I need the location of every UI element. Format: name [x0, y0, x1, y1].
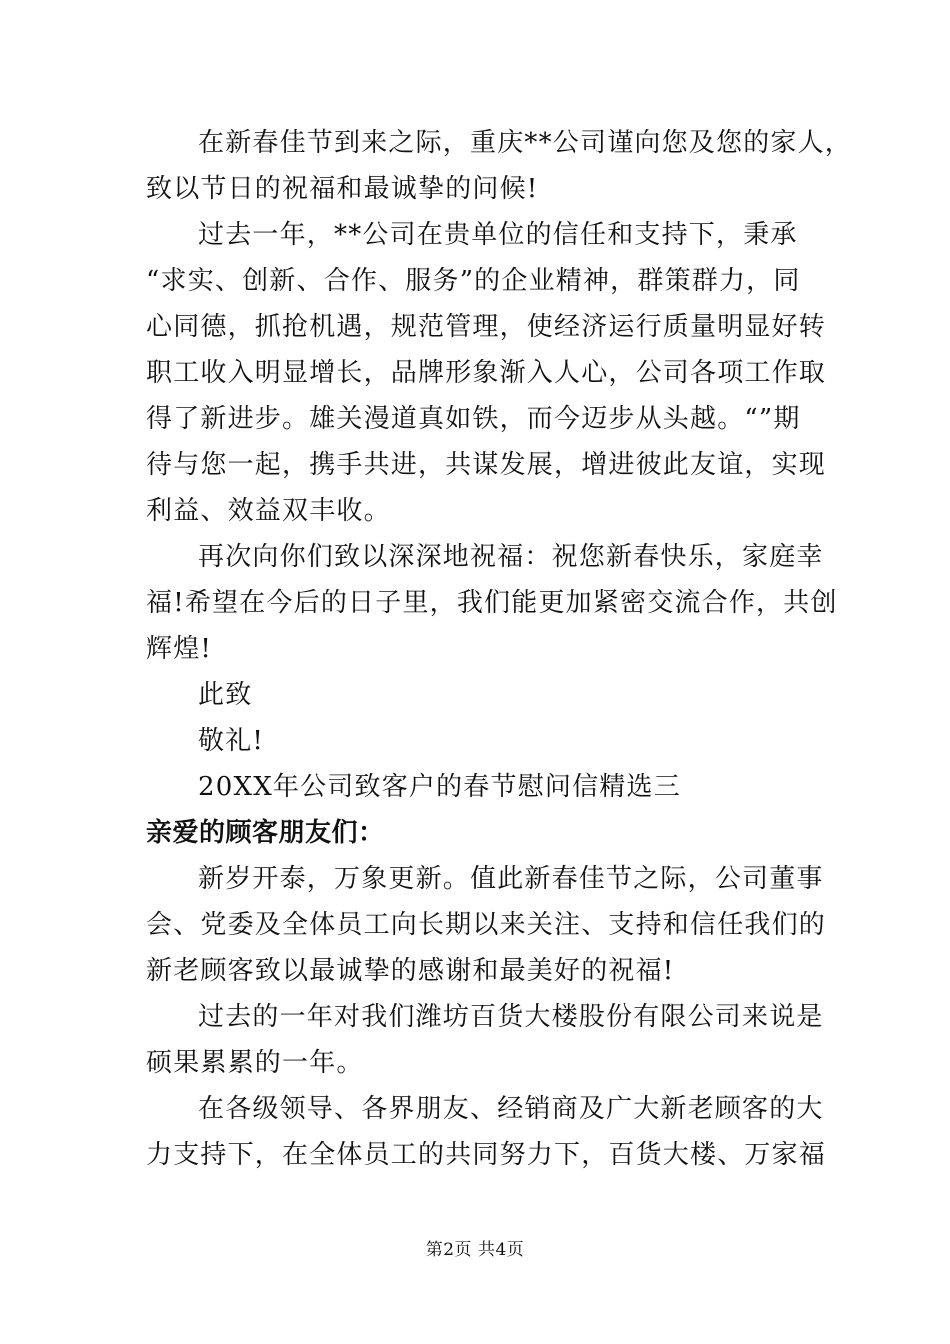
paragraph-line: 在新春佳节到来之际，重庆**公司谨向您及您的家人， — [198, 128, 853, 158]
paragraph-line: 再次向你们致以深深地祝福：祝您新春快乐，家庭幸 — [198, 542, 824, 572]
paragraph-line: 硕果累累的一年。 — [146, 1048, 364, 1078]
salutation: 亲爱的顾客朋友们： — [146, 818, 385, 848]
paragraph-line: 职工收入明显增长，品牌形象渐入人心，公司各项工作取 — [146, 358, 827, 388]
paragraph-line: 力支持下，在全体员工的共同努力下，百货大楼、万家福 — [146, 1140, 827, 1170]
paragraph-line: “求实、创新、合作、服务”的企业精神，群策群力，同 — [146, 266, 801, 296]
paragraph-line: 过去一年，**公司在贵单位的信任和支持下，秉承 — [198, 220, 798, 250]
closing-line: 敬礼! — [198, 726, 265, 756]
page-number-footer: 第2页 共4页 — [425, 1240, 525, 1260]
paragraph-line: 新岁开泰，万象更新。值此新春佳节之际，公司董事 — [198, 864, 824, 894]
paragraph-line: 致以节日的祝福和最诚挚的问候! — [146, 174, 539, 204]
closing-line: 此致 — [198, 680, 253, 710]
paragraph-line: 在各级领导、各界朋友、经销商及广大新老顾客的大 — [198, 1094, 824, 1124]
paragraph-line: 心同德，抓抢机遇，规范管理，使经济运行质量明显好转 — [146, 312, 827, 342]
paragraph-line: 福!希望在今后的日子里，我们能更加紧密交流合作，共创 — [146, 588, 838, 618]
paragraph-line: 得了新进步。雄关漫道真如铁，而今迈步从头越。“”期 — [146, 404, 801, 434]
paragraph-line: 辉煌! — [146, 634, 213, 664]
paragraph-line: 利益、效益双丰收。 — [146, 496, 391, 526]
paragraph-line: 待与您一起，携手共进，共谋发展，增进彼此友谊，实现 — [146, 450, 827, 480]
paragraph-line: 新老顾客致以最诚挚的感谢和最美好的祝福! — [146, 956, 675, 986]
paragraph-line: 会、党委及全体员工向长期以来关注、支持和信任我们的 — [146, 910, 827, 940]
section-title: 20XX年公司致客户的春节慰问信精选三 — [198, 772, 681, 802]
paragraph-line: 过去的一年对我们潍坊百货大楼股份有限公司来说是 — [198, 1002, 824, 1032]
